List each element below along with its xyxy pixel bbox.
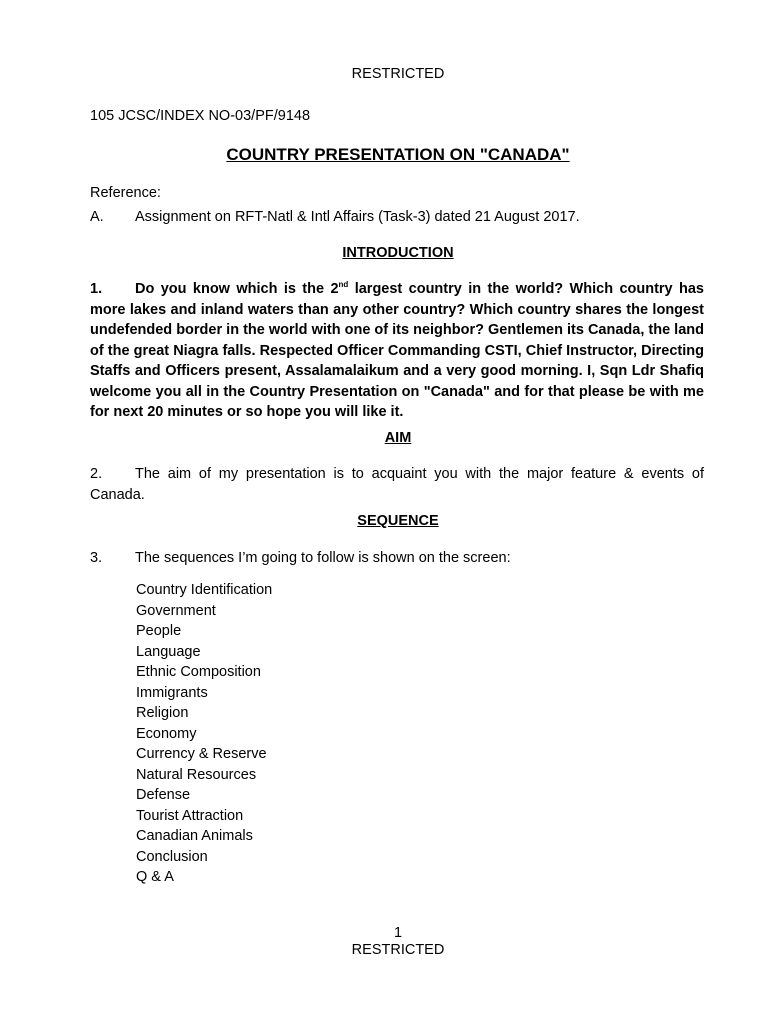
- paragraph-number: 2.: [90, 466, 103, 482]
- paragraph-number: 1.: [90, 281, 103, 297]
- aim-paragraph: [90, 464, 704, 505]
- sequence-item: Immigrants: [136, 684, 208, 701]
- introduction-heading: INTRODUCTION: [342, 245, 454, 261]
- document-reference-number: 105 JCSC/INDEX NO-03/PF/9148: [90, 108, 311, 124]
- aim-text: The aim of my presentation is to acquaint you with the major feature & events of Canada.: [90, 466, 704, 503]
- document-title: COUNTRY PRESENTATION ON "CANADA": [226, 145, 570, 164]
- ordinal-superscript: nd: [338, 280, 349, 289]
- sequence-text: The sequences I’m going to follow is shown on the screen:: [135, 550, 511, 566]
- sequence-item: People: [136, 623, 182, 639]
- sequence-heading: SEQUENCE: [357, 513, 439, 529]
- reference-item-text: Assignment on RFT-Natl & Intl Affairs (Task-3) dated 21 August 2017.: [135, 209, 580, 225]
- introduction-text-rest: largest country in the world? Which country has more lakes and inland waters than any other country? Which country shares the longest undefended border in the world with one of its neighbor? Gentlemen its Canada, the land of the great Niagra falls. Respected Officer Commanding CSTI, Chief Instructor, Directing Staffs and Officers present, Assalamalaikum and a very good morning. I, Sqn Ldr Shafiq welcome you all in the Country Presentation on "Canada" and for that please be with me for next 20 minutes or so hope you will like it.: [90, 281, 704, 420]
- sequence-item: Conclusion: [136, 848, 208, 865]
- header-classification: RESTRICTED: [351, 66, 445, 82]
- paragraph-number: 3.: [90, 550, 103, 566]
- sequence-item: Natural Resources: [136, 766, 257, 783]
- sequence-item: Canadian Animals: [136, 828, 253, 844]
- reference-item-letter: A.: [90, 209, 104, 225]
- page-number: 1: [393, 925, 403, 941]
- sequence-item: Defense: [136, 787, 191, 803]
- sequence-item: Currency & Reserve: [136, 746, 267, 762]
- sequence-item: Language: [136, 643, 201, 660]
- sequence-item: Country Identification: [136, 582, 273, 598]
- introduction-paragraph: [90, 279, 704, 423]
- sequence-item: Ethnic Composition: [136, 664, 261, 680]
- aim-heading: AIM: [384, 430, 412, 446]
- introduction-text-start: Do you know which is the 2: [135, 281, 339, 297]
- sequence-item: Tourist Attraction: [136, 807, 244, 824]
- sequence-item: Religion: [136, 705, 189, 721]
- sequence-list: [136, 580, 272, 888]
- footer-classification: RESTRICTED: [351, 942, 445, 958]
- sequence-item: Economy: [136, 725, 197, 742]
- sequence-paragraph: [90, 548, 704, 569]
- sequence-item: Q & A: [136, 869, 174, 885]
- reference-item: [90, 209, 704, 225]
- sequence-item: Government: [136, 602, 216, 619]
- reference-label: Reference:: [90, 185, 161, 201]
